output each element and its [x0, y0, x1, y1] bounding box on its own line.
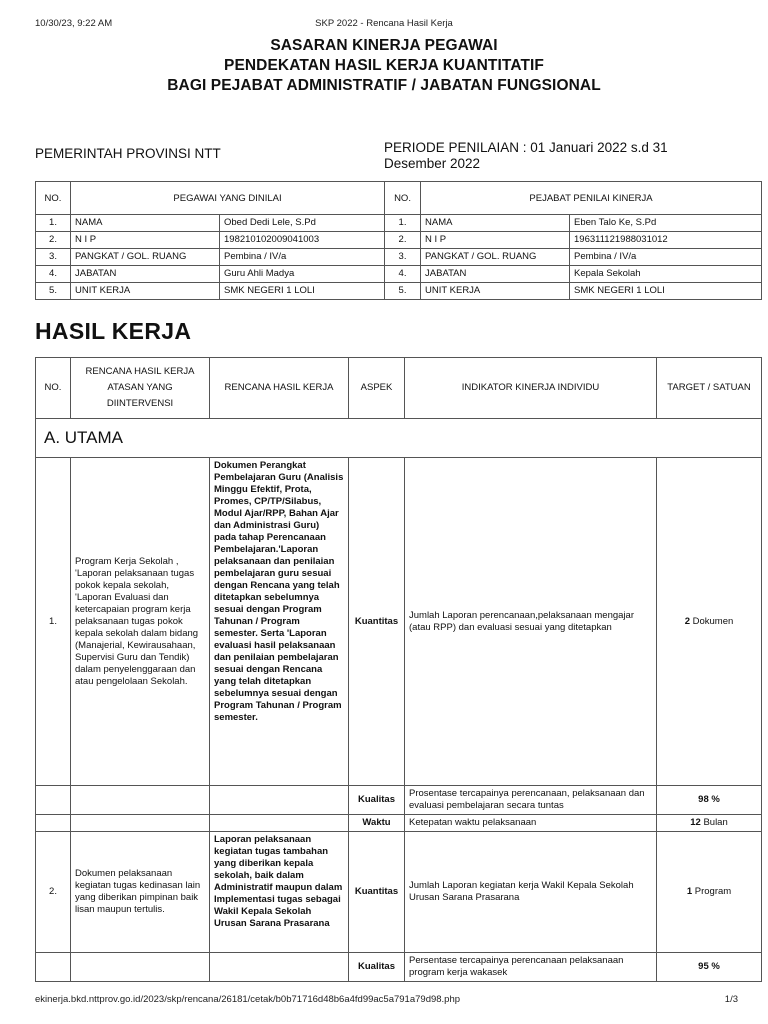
- row-atasan: Dokumen pelaksanaan kegiatan tugas kedinasan lain yang diberikan pimpinan baik lisan maupun tertulis.: [71, 832, 210, 953]
- target-value: 98 %: [698, 794, 720, 805]
- title-line-2: PENDEKATAN HASIL KERJA KUANTITATIF: [224, 57, 544, 74]
- empty-cell: [36, 953, 71, 982]
- col-header-target: TARGET / SATUAN: [657, 358, 762, 419]
- info-no: 5.: [385, 283, 421, 300]
- info-no: 1.: [36, 215, 71, 232]
- work-results-table: [35, 357, 762, 982]
- row-indikator: Prosentase tercapainya perencanaan, pelaksanaan dan evaluasi pembelajaran secara tuntas: [405, 786, 657, 815]
- col-header-atasan: RENCANA HASIL KERJA ATASAN YANG DIINTERVENSI: [71, 358, 210, 419]
- info-row: [36, 249, 762, 266]
- table-row: [36, 786, 762, 815]
- row-no: 1.: [36, 458, 71, 786]
- row-indikator: Jumlah Laporan kegiatan kerja Wakil Kepala Sekolah Urusan Sarana Prasarana: [405, 832, 657, 953]
- target-unit: Dokumen: [692, 615, 734, 627]
- table-row: [36, 815, 762, 832]
- employee-info-table: [35, 181, 762, 300]
- row-target: [657, 832, 762, 953]
- empty-cell: [36, 786, 71, 815]
- employee-value: Pembina / IV/a: [220, 249, 385, 266]
- employee-value: SMK NEGERI 1 LOLI: [220, 283, 385, 300]
- row-target: [657, 786, 762, 815]
- info-no: 2.: [385, 232, 421, 249]
- assessor-value: 196311121988031012: [570, 232, 762, 249]
- employee-value: Obed Dedi Lele, S.Pd: [220, 215, 385, 232]
- info-label: JABATAN: [421, 266, 570, 283]
- target-value: 12: [690, 817, 701, 828]
- document-title: [0, 36, 768, 96]
- row-target: [657, 953, 762, 982]
- empty-cell: [71, 786, 210, 815]
- employee-value: 198210102009041003: [220, 232, 385, 249]
- assessor-header: PEJABAT PENILAI KINERJA: [421, 182, 762, 215]
- empty-cell: [71, 815, 210, 832]
- row-rhk: Dokumen Perangkat Pembelajaran Guru (Analisis Minggu Efektif, Prota, Promes, CP/TP/Silabus, Modul Ajar/RPP, Bahan Ajar dan Administrasi Guru) pada tahap Perencanaan Pembelajaran.'Laporan pelaksanaan dan penilaian pembelajaran guru sesuai dengan Rencana yang telah ditetapkan sebelumnya sesuai dengan Program Tahunan / Program semester. Serta 'Laporan evaluasi hasil pelaksanaan dan penilaian pembelajaran sesuai dengan Rencana yang telah ditetapkan sebelumnya sesuai dengan Program Tahunan / Program semester.: [210, 458, 349, 786]
- table-row: [36, 953, 762, 982]
- employee-value: Guru Ahli Madya: [220, 266, 385, 283]
- info-label: N I P: [71, 232, 220, 249]
- row-target: [657, 458, 762, 786]
- info-no-header: NO.: [385, 182, 421, 215]
- table-row: [36, 458, 762, 786]
- info-label: UNIT KERJA: [421, 283, 570, 300]
- print-header: [0, 18, 768, 32]
- row-aspek: Kualitas: [349, 786, 405, 815]
- section-title: A. UTAMA: [36, 419, 762, 458]
- info-row: [36, 283, 762, 300]
- info-label: N I P: [421, 232, 570, 249]
- info-label: NAMA: [71, 215, 220, 232]
- row-aspek: Kuantitas: [349, 458, 405, 786]
- info-header-row: [36, 182, 762, 215]
- info-no: 5.: [36, 283, 71, 300]
- work-header-row: [36, 358, 762, 419]
- empty-cell: [210, 815, 349, 832]
- print-doc-title: SKP 2022 - Rencana Hasil Kerja: [315, 18, 453, 29]
- print-footer: [0, 994, 768, 1008]
- info-label: UNIT KERJA: [71, 283, 220, 300]
- info-label: PANGKAT / GOL. RUANG: [71, 249, 220, 266]
- section-row: [36, 419, 762, 458]
- col-header-rhk: RENCANA HASIL KERJA: [210, 358, 349, 419]
- info-no: 3.: [385, 249, 421, 266]
- col-header-no: NO.: [36, 358, 71, 419]
- empty-cell: [210, 953, 349, 982]
- page-number: 1/3: [724, 994, 738, 1005]
- target-value: 1: [686, 886, 693, 897]
- target-unit: Program: [694, 886, 732, 897]
- title-line-1: SASARAN KINERJA PEGAWAI: [270, 37, 498, 54]
- assessment-period: PERIODE PENILAIAN : 01 Januari 2022 s.d 31 Desember 2022: [384, 140, 668, 171]
- row-no: 2.: [36, 832, 71, 953]
- assessor-value: SMK NEGERI 1 LOLI: [570, 283, 762, 300]
- empty-cell: [210, 786, 349, 815]
- assessor-value: Eben Talo Ke, S.Pd: [570, 215, 762, 232]
- empty-cell: [36, 815, 71, 832]
- info-no: 3.: [36, 249, 71, 266]
- assessor-value: Kepala Sekolah: [570, 266, 762, 283]
- info-label: PANGKAT / GOL. RUANG: [421, 249, 570, 266]
- print-datetime: 10/30/23, 9:22 AM: [35, 18, 113, 29]
- col-header-aspek: ASPEK: [349, 358, 405, 419]
- info-no: 4.: [385, 266, 421, 283]
- row-target: [657, 815, 762, 832]
- row-aspek: Waktu: [349, 815, 405, 832]
- target-unit: Bulan: [703, 817, 728, 828]
- row-aspek: Kuantitas: [349, 832, 405, 953]
- assessor-value: Pembina / IV/a: [570, 249, 762, 266]
- row-indikator: Ketepatan waktu pelaksanaan: [405, 815, 657, 832]
- table-row: [36, 832, 762, 953]
- row-indikator: Jumlah Laporan perencanaan,pelaksanaan mengajar (atau RPP) dan evaluasi sesuai yang ditetapkan: [405, 458, 657, 786]
- info-row: [36, 215, 762, 232]
- hasil-kerja-heading: HASIL KERJA: [35, 318, 192, 344]
- info-no-header: NO.: [36, 182, 71, 215]
- employee-header: PEGAWAI YANG DINILAI: [71, 182, 385, 215]
- info-no: 4.: [36, 266, 71, 283]
- info-label: JABATAN: [71, 266, 220, 283]
- organization-name: PEMERINTAH PROVINSI NTT: [35, 146, 221, 161]
- empty-cell: [71, 953, 210, 982]
- row-rhk: Laporan pelaksanaan kegiatan tugas tambahan yang diberikan kepala sekolah, baik dalam Administratif maupun dalam Implementasi tugas sebagai Wakil Kepala Sekolah Urusan Sarana Prasarana: [210, 832, 349, 953]
- row-aspek: Kualitas: [349, 953, 405, 982]
- title-line-3: BAGI PEJABAT ADMINISTRATIF / JABATAN FUNGSIONAL: [167, 77, 601, 94]
- info-row: [36, 232, 762, 249]
- target-value: 95 %: [698, 961, 720, 972]
- info-label: NAMA: [421, 215, 570, 232]
- col-header-indikator: INDIKATOR KINERJA INDIVIDU: [405, 358, 657, 419]
- info-no: 2.: [36, 232, 71, 249]
- row-indikator: Persentase tercapainya perencanaan pelaksanaan program kerja wakasek: [405, 953, 657, 982]
- row-atasan: Program Kerja Sekolah , 'Laporan pelaksanaan tugas pokok kepala sekolah, 'Laporan Evaluasi dan ketercapaian program kerja pelaksanaan tugas pokok kepala sekolah dalam bidang (Manajerial, Kewirausahaan, Supervisi Guru dan Tendik) dalam penyelenggaraan dan atau pengelolaan Sekolah.: [71, 458, 210, 786]
- info-no: 1.: [385, 215, 421, 232]
- page-url: ekinerja.bkd.nttprov.go.id/2023/skp/rencana/26181/cetak/b0b71716d48b6a4fd99ac5a791a79d98.php: [35, 994, 461, 1005]
- target-value: 2: [684, 615, 690, 627]
- info-row: [36, 266, 762, 283]
